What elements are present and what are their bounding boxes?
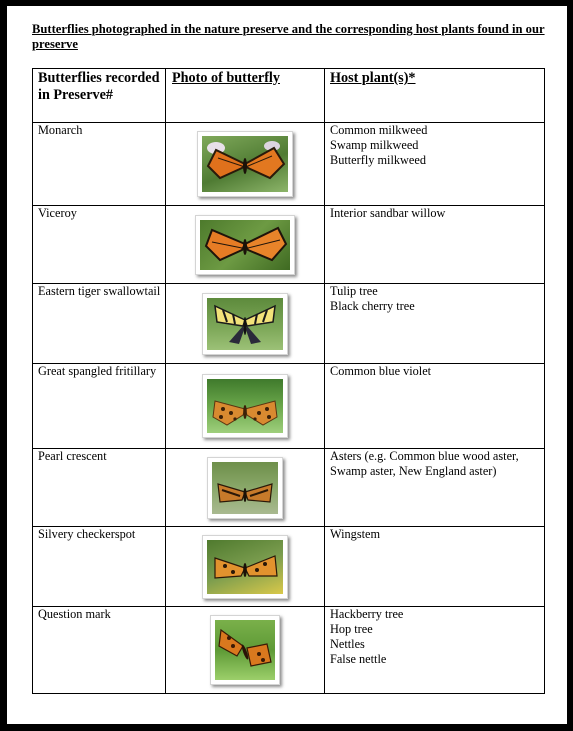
photo-cell (166, 527, 325, 607)
butterfly-name: Question mark (33, 607, 166, 694)
swallowtail-photo (202, 293, 288, 355)
host-plants (325, 527, 545, 607)
butterfly-name: Viceroy (33, 206, 166, 284)
table-header-row (33, 69, 545, 123)
butterfly-name: Pearl crescent (33, 449, 166, 527)
table-row (33, 527, 545, 607)
document-heading: Butterflies photographed in the nature preserve and the corresponding host plants found in our preserve (32, 22, 545, 51)
photo-cell (166, 364, 325, 449)
host-plants (325, 449, 545, 527)
host-plants (325, 123, 545, 206)
host-plant: Nettles (330, 637, 365, 651)
host-plants (325, 607, 545, 694)
checkerspot-photo (202, 535, 288, 599)
photo-cell (166, 206, 325, 284)
photo-cell (166, 284, 325, 364)
host-plant: Butterfly milkweed (330, 153, 426, 167)
table-row (33, 449, 545, 527)
host-plant: Common milkweed (330, 123, 428, 137)
fritillary-photo (202, 374, 288, 438)
host-plant: Common blue violet (330, 364, 432, 378)
pearl-crescent-photo (207, 457, 283, 519)
header-photo: Photo of butterfly (166, 69, 325, 123)
monarch-photo (197, 131, 293, 197)
host-plant: Swamp milkweed (330, 138, 419, 152)
table-row (33, 123, 545, 206)
host-plant: Asters (e.g. Common blue wood aster, Swamp aster, New England aster) (330, 449, 519, 478)
butterfly-name: Silvery checkerspot (33, 527, 166, 607)
header-butterflies: Butterflies recorded in Preserve# (33, 69, 166, 123)
butterfly-table (32, 68, 545, 694)
table-row (33, 206, 545, 284)
table-row (33, 284, 545, 364)
viceroy-photo (195, 215, 295, 275)
host-plants (325, 206, 545, 284)
table-row (33, 607, 545, 694)
host-plant: Interior sandbar willow (330, 206, 446, 220)
host-plant: Hackberry tree (330, 607, 404, 621)
document-page (7, 6, 567, 724)
host-plant: Black cherry tree (330, 299, 415, 313)
photo-cell (166, 607, 325, 694)
host-plant: Hop tree (330, 622, 373, 636)
host-plants (325, 284, 545, 364)
host-plant: False nettle (330, 652, 387, 666)
table-row (33, 364, 545, 449)
photo-cell (166, 449, 325, 527)
butterfly-name: Monarch (33, 123, 166, 206)
butterfly-name: Great spangled fritillary (33, 364, 166, 449)
host-plants (325, 364, 545, 449)
question-mark-photo (210, 615, 280, 685)
host-plant: Wingstem (330, 527, 381, 541)
host-plant: Tulip tree (330, 284, 378, 298)
photo-cell (166, 123, 325, 206)
butterfly-name: Eastern tiger swallowtail (33, 284, 166, 364)
header-host-plants: Host plant(s)* (325, 69, 545, 123)
